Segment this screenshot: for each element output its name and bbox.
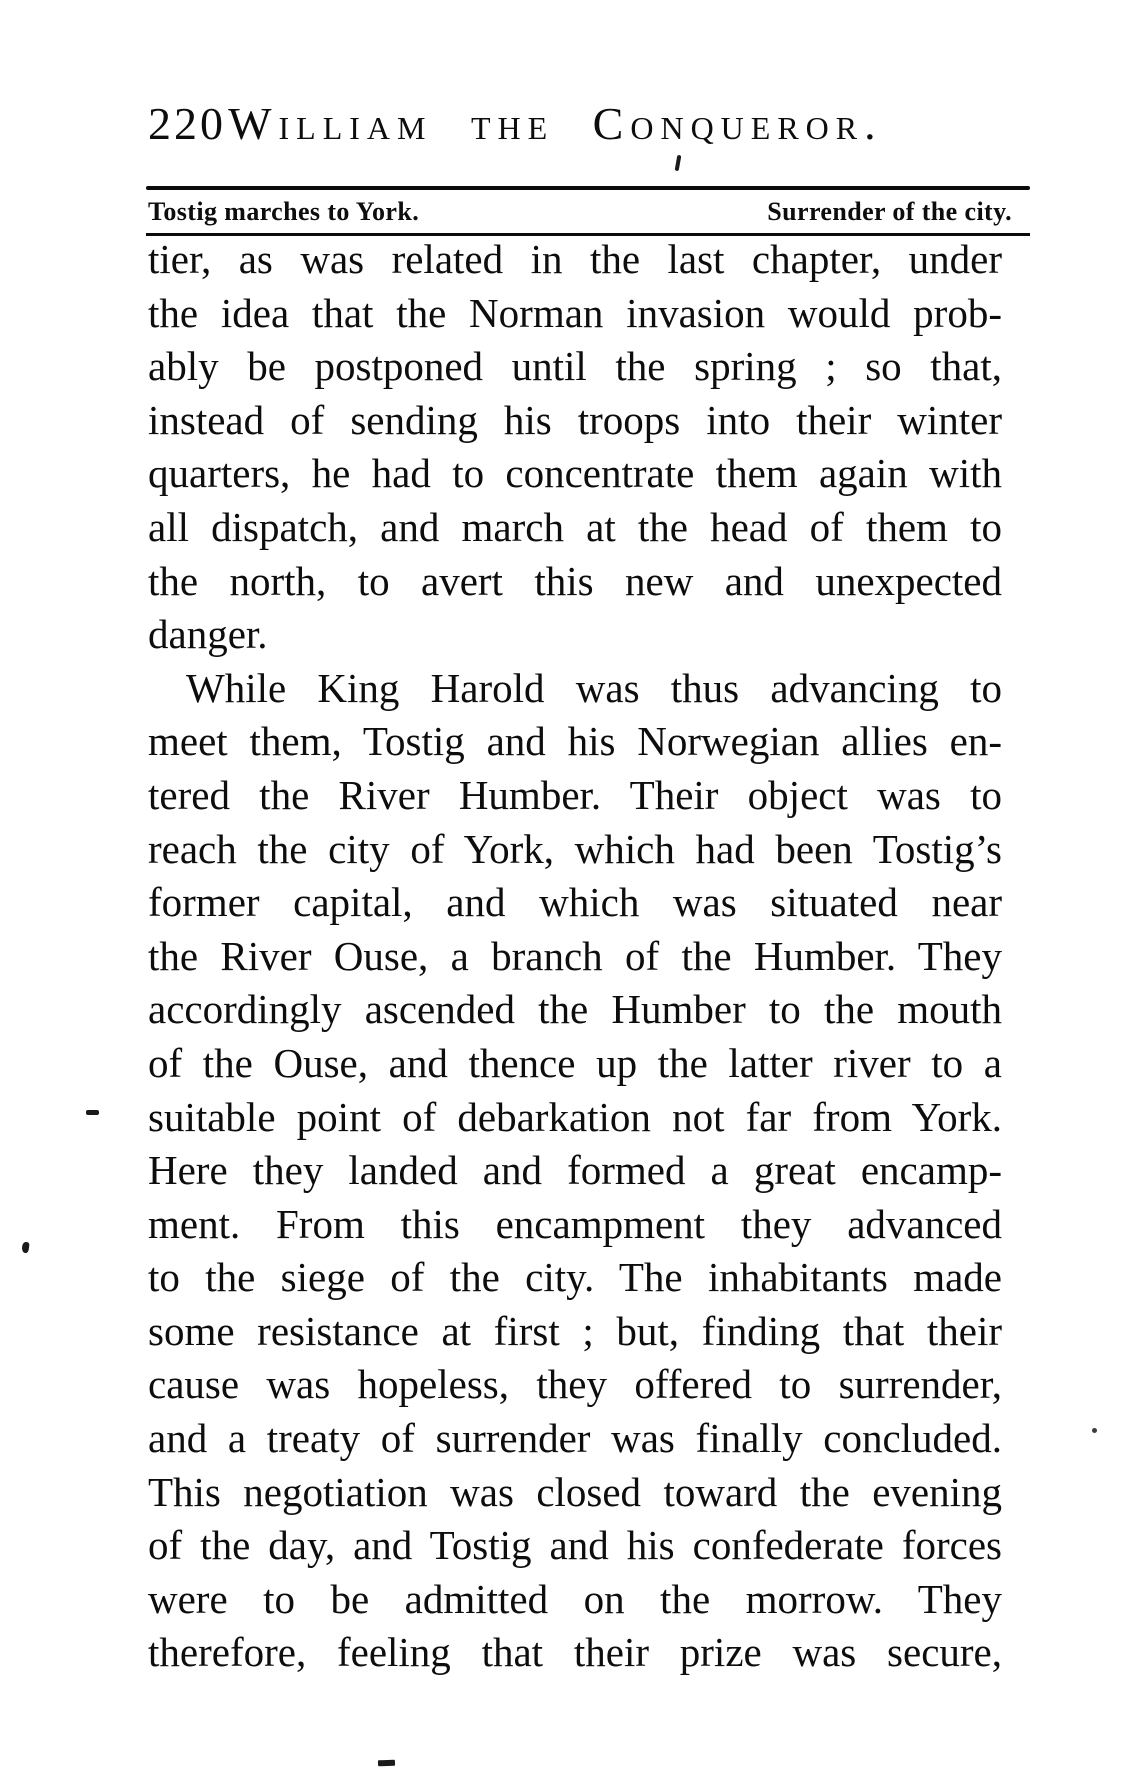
text-line: the north, to avert this new and unexpected <box>148 557 1002 604</box>
text-line: accordingly ascended the Humber to the mouth <box>148 986 1002 1033</box>
left-running-head: Tostig marches to York. <box>148 197 420 226</box>
scan-speck-bottom-dash <box>378 1760 395 1767</box>
running-title: William the Conqueror. <box>228 98 883 149</box>
text-line: the River Ouse, a branch of the Humber. They <box>148 932 1002 979</box>
text-line: of the day, and Tostig and his confederate forces <box>148 1522 1002 1569</box>
text-line: Here they landed and formed a great encamp- <box>148 1147 1002 1194</box>
running-heads-row <box>148 195 1012 229</box>
text-line: cause was hopeless, they offered to surrender, <box>148 1361 1002 1408</box>
scan-speck-left-dash <box>86 1110 99 1115</box>
text-line: suitable point of debarkation not far from York. <box>148 1093 1002 1140</box>
text-line: ment. From this encampment they advanced <box>148 1200 1002 1247</box>
text-line: the idea that the Norman invasion would prob- <box>148 289 1002 336</box>
text-line: meet them, Tostig and his Norwegian allies en- <box>148 718 1002 765</box>
text-line: of the Ouse, and thence up the latter river to a <box>148 1039 1002 1086</box>
text-line: all dispatch, and march at the head of them to <box>148 503 1002 550</box>
text-line: quarters, he had to concentrate them again with <box>148 450 1002 497</box>
text-line: therefore, feeling that their prize was secure, <box>148 1629 1002 1676</box>
scan-speck-top <box>675 155 682 171</box>
text-line: instead of sending his troops into their winter <box>148 396 1002 443</box>
right-running-head: Surrender of the city. <box>767 197 1012 226</box>
page-header <box>148 94 1002 154</box>
text-line: and a treaty of surrender was finally concluded. <box>148 1415 1002 1462</box>
text-line: former capital, and which was situated near <box>148 879 1002 926</box>
text-line: tier, as was related in the last chapter, under <box>148 236 1002 282</box>
text-line: danger. <box>148 611 268 658</box>
scan-speck-left-comma <box>21 1242 29 1254</box>
text-line: reach the city of York, which had been Tostig’s <box>148 825 1002 872</box>
page-number: 220 <box>148 98 226 149</box>
text-line: ably be postponed until the spring ; so that, <box>148 343 1002 390</box>
top-rule <box>146 186 1030 190</box>
text-line: to the siege of the city. The inhabitants made <box>148 1254 1002 1301</box>
text-line: tered the River Humber. Their object was to <box>148 771 1002 818</box>
text-line: were to be admitted on the morrow. They <box>148 1575 1002 1622</box>
scan-speck-right-dot <box>1092 1428 1097 1433</box>
text-line: This negotiation was closed toward the evening <box>148 1468 1002 1515</box>
text-line: While King Harold was thus advancing to <box>186 664 1002 711</box>
text-line: some resistance at first ; but, finding that their <box>148 1307 1002 1354</box>
body-text <box>148 233 1002 1680</box>
